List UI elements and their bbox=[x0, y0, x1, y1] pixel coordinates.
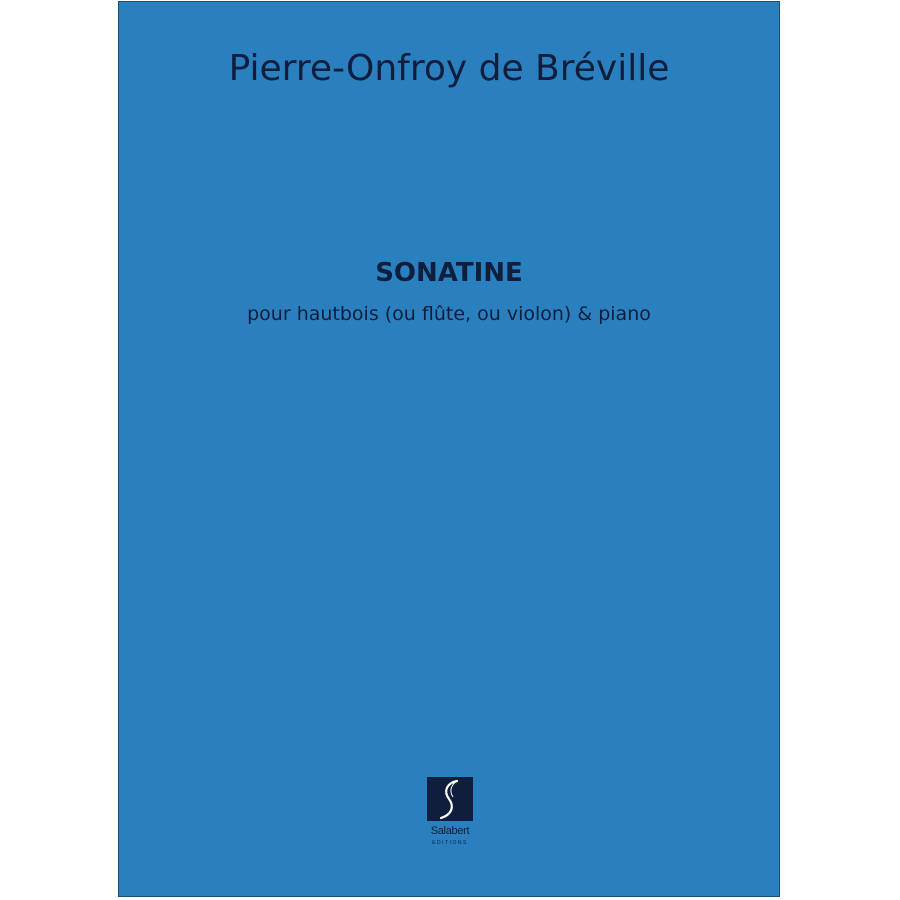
publisher-name: Salabert bbox=[430, 825, 470, 837]
work-title: SONATINE bbox=[375, 258, 523, 288]
salabert-s-logo-icon bbox=[427, 777, 473, 821]
instrumentation-subtitle: pour hautbois (ou flûte, ou violon) & piano bbox=[247, 303, 651, 325]
publisher-imprint: EDITIONS bbox=[432, 840, 468, 846]
score-cover bbox=[118, 1, 780, 897]
composer-name: Pierre-Onfroy de Bréville bbox=[228, 48, 670, 89]
publisher-logo bbox=[423, 777, 477, 853]
